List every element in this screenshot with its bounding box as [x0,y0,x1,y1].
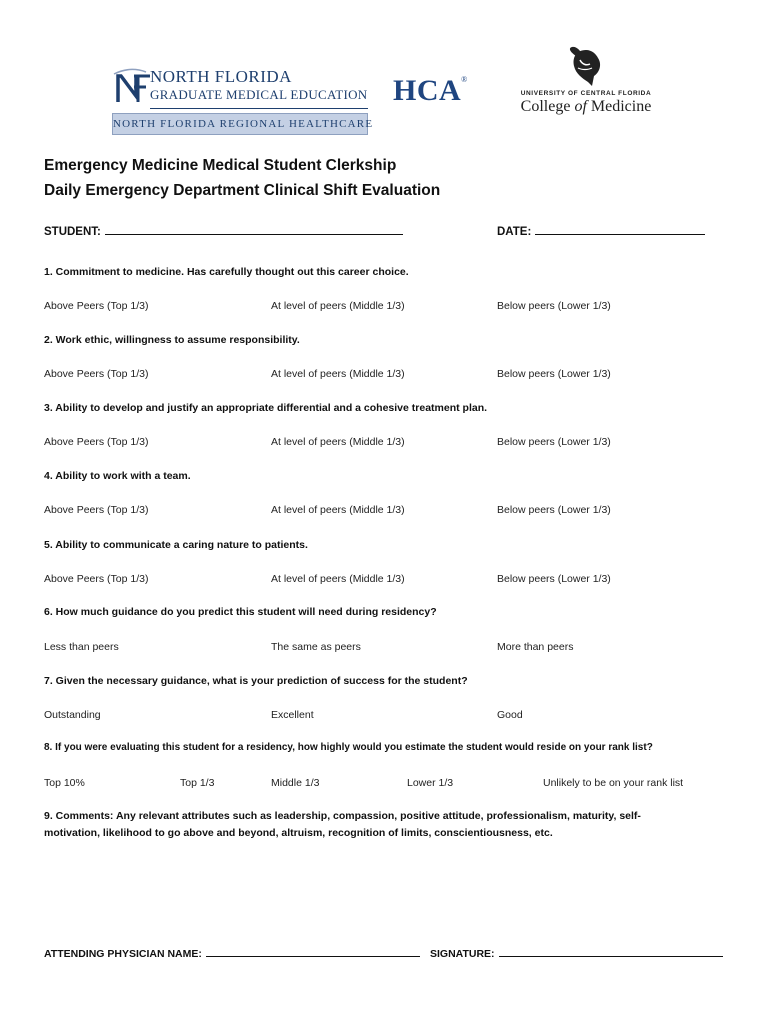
q3-option-level-of-peers[interactable]: At level of peers (Middle 1/3) [271,436,405,448]
q4-option-above-peers[interactable]: Above Peers (Top 1/3) [44,504,149,516]
signature-field[interactable] [430,946,723,960]
form-title-line1: Emergency Medicine Medical Student Clerkship [44,157,397,174]
question-5: 5. Ability to communicate a caring nature to patients. [44,539,308,551]
q3-option-below-peers[interactable]: Below peers (Lower 1/3) [497,436,611,448]
question-2: 2. Work ethic, willingness to assume responsibility. [44,334,300,346]
date-blank-line[interactable] [535,224,705,235]
hca-logo-text: HCA [393,74,462,107]
question-1: 1. Commitment to medicine. Has carefully thought out this career choice. [44,266,409,278]
pegasus-icon [566,46,606,88]
q7-option-excellent[interactable]: Excellent [271,709,314,721]
q1-option-level-of-peers[interactable]: At level of peers (Middle 1/3) [271,300,405,312]
q6-option-less-than-peers[interactable]: Less than peers [44,641,119,653]
q1-option-below-peers[interactable]: Below peers (Lower 1/3) [497,300,611,312]
attending-physician-blank-line[interactable] [206,946,420,957]
question-3: 3. Ability to develop and justify an appropriate differential and a cohesive treatment plan. [44,402,488,414]
q8-option-top-10[interactable]: Top 10% [44,777,85,789]
attending-physician-field[interactable] [44,946,420,960]
q2-option-above-peers[interactable]: Above Peers (Top 1/3) [44,368,149,380]
nf-logo-band: NORTH FLORIDA REGIONAL HEALTHCARE [112,113,368,135]
student-field[interactable] [44,224,403,238]
q4-option-level-of-peers[interactable]: At level of peers (Middle 1/3) [271,504,405,516]
question-6: 6. How much guidance do you predict this student will need during residency? [44,606,437,618]
comments-area[interactable] [44,850,724,935]
date-label: DATE: [497,226,532,238]
question-7: 7. Given the necessary guidance, what is your prediction of success for the student? [44,675,468,687]
q7-option-good[interactable]: Good [497,709,523,721]
q8-option-middle-third[interactable]: Middle 1/3 [271,777,320,789]
nf-logo-text [150,68,367,101]
signature-blank-line[interactable] [499,946,723,957]
nf-logo-line2: GRADUATE MEDICAL EDUCATION [150,87,368,102]
q5-option-above-peers[interactable]: Above Peers (Top 1/3) [44,573,149,585]
student-blank-line[interactable] [105,224,403,235]
q8-option-top-third[interactable]: Top 1/3 [180,777,215,789]
nf-logo-rule [150,108,368,109]
q5-option-level-of-peers[interactable]: At level of peers (Middle 1/3) [271,573,405,585]
q1-option-above-peers[interactable]: Above Peers (Top 1/3) [44,300,149,312]
date-field[interactable] [497,224,705,238]
q7-option-outstanding[interactable]: Outstanding [44,709,101,721]
q5-option-below-peers[interactable]: Below peers (Lower 1/3) [497,573,611,585]
ucf-logo-line2: College of Medicine [520,98,652,115]
question-9-comments: 9. Comments: Any relevant attributes such as leadership, compassion, positive attitude, professionalism, maturity, self-motivation, likelihood to go above and beyond, altruism, recognition of limits, conscientiousness, etc. [44,810,641,839]
ucf-college-of-medicine-logo [520,46,660,118]
q2-option-level-of-peers[interactable]: At level of peers (Middle 1/3) [271,368,405,380]
student-label: STUDENT: [44,226,101,238]
question-8: 8. If you were evaluating this student for a residency, how highly would you estimate the student would reside on your rank list? [44,742,653,753]
q2-option-below-peers[interactable]: Below peers (Lower 1/3) [497,368,611,380]
nf-monogram-icon [112,68,152,108]
q6-option-more-than-peers[interactable]: More than peers [497,641,574,653]
signature-label: SIGNATURE: [430,948,495,960]
hca-registered-mark: ® [461,75,468,84]
form-title-line2: Daily Emergency Department Clinical Shift Evaluation [44,182,441,199]
north-florida-gme-logo [110,66,374,138]
q6-option-same-as-peers[interactable]: The same as peers [271,641,361,653]
ucf-logo-line1: UNIVERSITY OF CENTRAL FLORIDA [520,90,652,97]
q8-option-lower-third[interactable]: Lower 1/3 [407,777,454,789]
attending-physician-label: ATTENDING PHYSICIAN NAME: [44,948,202,960]
nf-logo-line1: NORTH FLORIDA [150,67,292,86]
question-4: 4. Ability to work with a team. [44,470,191,482]
hca-logo [393,76,468,106]
q8-option-unlikely-on-rank-list[interactable]: Unlikely to be on your rank list [543,777,684,789]
q3-option-above-peers[interactable]: Above Peers (Top 1/3) [44,436,149,448]
q4-option-below-peers[interactable]: Below peers (Lower 1/3) [497,504,611,516]
